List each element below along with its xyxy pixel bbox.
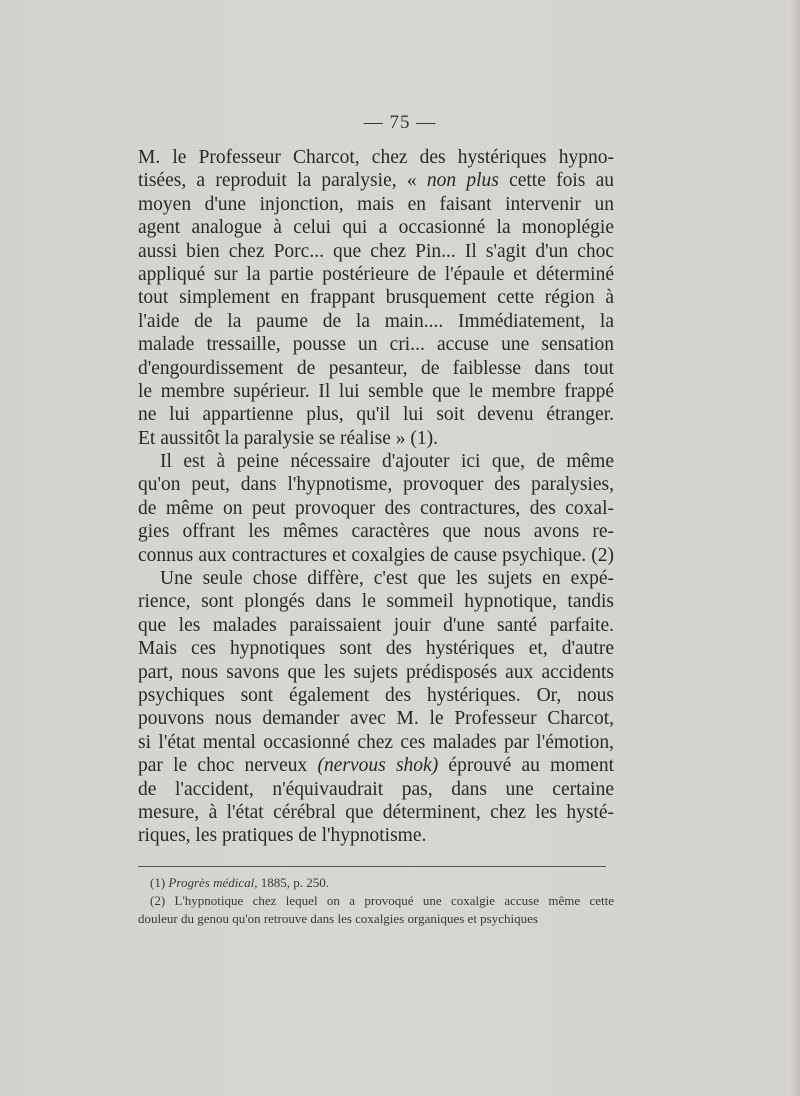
page-number: — 75 —	[363, 112, 437, 133]
text-line: de l'accident, n'équivaudrait pas, dans une certaine	[138, 778, 614, 800]
footnote-separator	[138, 866, 606, 867]
text-line: appliqué sur la partie postérieure de l'épaule et déterminé	[138, 263, 614, 285]
main-text-block	[138, 146, 614, 848]
text-line: tout simplement en frappant brusquement cette région à	[138, 287, 614, 309]
footnote-2-continued: douleur du genou qu'on retrouve dans les coxalgies organiques et psychiques	[138, 911, 538, 926]
text-line: qu'on peut, dans l'hypnotisme, provoquer des paralysies,	[138, 474, 614, 496]
text-line: part, nous savons que les sujets prédisposés aux accidents	[138, 661, 614, 683]
text-line: Mais ces hypnotiques sont des hystériques et, d'autre	[138, 638, 614, 660]
text-segment: cette fois au	[498, 170, 614, 192]
italic-phrase: non plus	[426, 170, 499, 192]
footnote-1	[138, 874, 614, 892]
text-line: ne lui appartienne plus, qu'il lui soit devenu étranger.	[138, 404, 614, 426]
text-line: de même on peut provoquer des contractures, des coxal-	[138, 497, 614, 519]
text-line: que les malades paraissaient jouir d'une santé parfaite.	[138, 614, 614, 636]
text-line: pouvons nous demander avec M. le Professeur Charcot,	[138, 708, 614, 730]
text-line: Il est à peine nécessaire d'ajouter ici que, de même	[160, 451, 614, 473]
text-line: aussi bien chez Porc... que chez Pin... Il s'agit d'un choc	[138, 240, 614, 262]
page-edge-shadow	[790, 0, 800, 1096]
footnote-source-title: Progrès médical	[168, 875, 255, 890]
italic-phrase: (nervous shok)	[317, 755, 439, 777]
text-line: M. le Professeur Charcot, chez des hystériques hypno-	[138, 147, 614, 168]
text-line: Et aussitôt la paralysie se réalise » (1).	[138, 427, 438, 449]
text-line: l'aide de la paume de la main.... Immédiatement, la	[138, 310, 614, 332]
text-line: rience, sont plongés dans le sommeil hypnotique, tandis	[138, 591, 614, 613]
text-line: mesure, à l'état cérébral que déterminent, chez les hysté-	[138, 801, 614, 823]
text-line: le membre supérieur. Il lui semble que le membre frappé	[138, 380, 614, 402]
text-line: connus aux contractures et coxalgies de cause psychique. (2)	[138, 544, 614, 566]
text-line: si l'état mental occasionné chez ces malades par l'émotion,	[138, 731, 614, 753]
footnote-marker: (1)	[150, 875, 169, 890]
text-line	[138, 754, 614, 777]
text-line	[138, 169, 614, 192]
text-segment: tisées, a reproduit la paralysie, «	[138, 170, 427, 192]
footnotes	[138, 874, 614, 928]
text-line: d'engourdissement de pesanteur, de faiblesse dans tout	[138, 357, 614, 379]
footnote-citation: , 1885, p. 250.	[254, 875, 329, 890]
text-line: moyen d'une injonction, mais en faisant intervenir un	[138, 193, 614, 215]
text-line: malade tressaille, pousse un cri... accuse une sensation	[138, 334, 614, 356]
text-line: agent analogue à celui qui a occasionné la monoplégie	[138, 217, 614, 239]
text-segment: éprouvé au moment	[438, 755, 614, 777]
text-line: gies offrant les mêmes caractères que nous avons re-	[138, 521, 614, 543]
text-line: psychiques sont également des hystériques. Or, nous	[138, 684, 614, 706]
text-segment: par le choc nerveux	[138, 755, 318, 777]
footnote-2: (2) L'hypnotique chez lequel on a provoqué une coxalgie accuse même cette	[150, 893, 614, 908]
text-line: riques, les pratiques de l'hypnotisme.	[138, 825, 427, 847]
text-line: Une seule chose diffère, c'est que les sujets en expé-	[160, 568, 614, 590]
